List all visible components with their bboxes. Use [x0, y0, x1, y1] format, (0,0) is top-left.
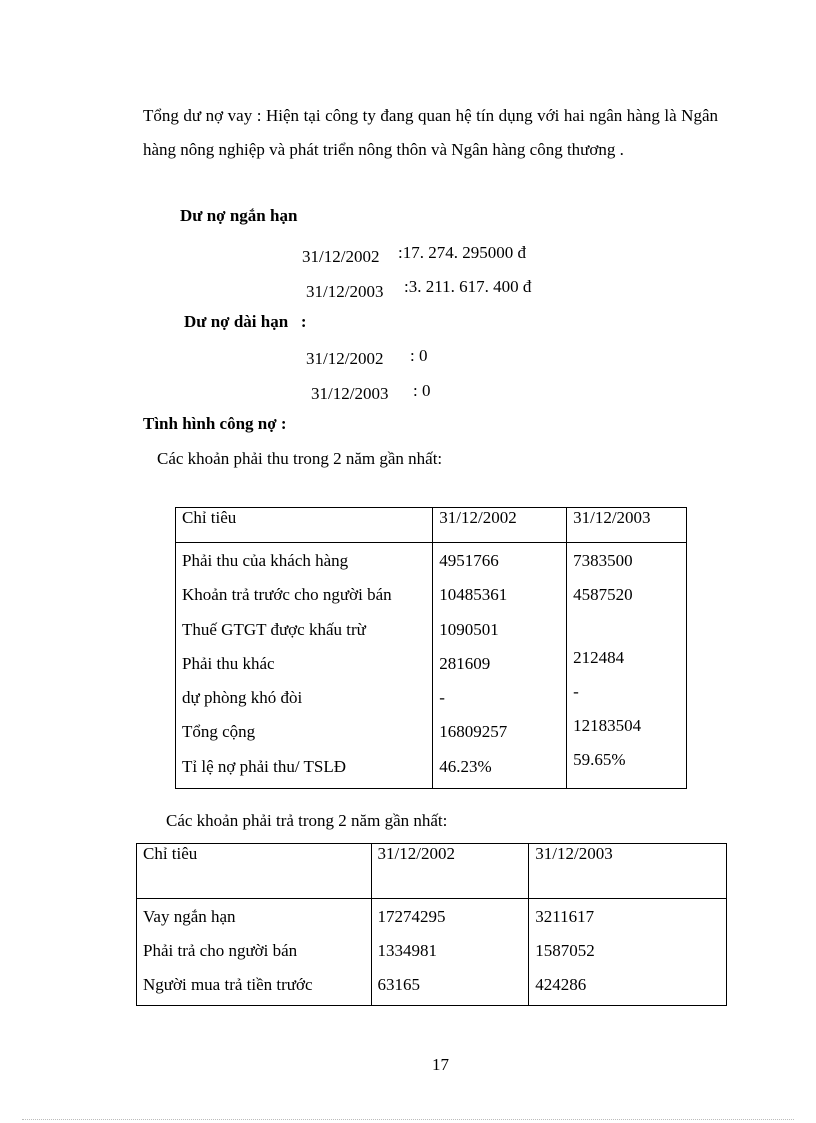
- receivables-body-row: [176, 543, 687, 789]
- payables-2002-values: [371, 899, 529, 1006]
- receivables-header-row: [176, 508, 687, 543]
- receivables-labels: [176, 543, 433, 789]
- receivable-value-2002: 10485361: [439, 585, 508, 605]
- debt-heading: Tình hình công nợ :: [143, 414, 287, 433]
- payables-header-row: [137, 844, 727, 899]
- payables-table: [136, 843, 727, 1006]
- receivable-value-2003: 59.65%: [573, 750, 626, 769]
- header-2003: 31/12/2003: [529, 844, 727, 899]
- payables-2003-values: [529, 899, 727, 1006]
- payables-labels: [137, 899, 372, 1006]
- receivable-value-2003: 212484: [573, 648, 625, 667]
- receivable-label: Khoản trả trước cho người bán: [182, 585, 392, 605]
- payable-label: Phải trả cho người bán: [143, 941, 298, 960]
- payable-value-2003: 1587052: [535, 941, 595, 960]
- receivable-value-2003: 4587520: [573, 585, 633, 604]
- receivable-label: Phải thu của khách hàng: [182, 551, 349, 570]
- receivable-value-2003: 12183504: [573, 716, 642, 735]
- receivable-value-2002: 4951766: [439, 551, 499, 570]
- short-term-date-2003: 31/12/2003: [306, 282, 384, 301]
- short-term-value-2003: :3. 211. 617. 400 đ: [404, 277, 532, 296]
- payables-body-row: [137, 899, 727, 1006]
- receivable-label: Phải thu khác: [182, 653, 275, 673]
- receivable-value-2003: -: [573, 682, 579, 701]
- receivables-table: [175, 507, 687, 789]
- header-indicator: Chỉ tiêu: [137, 844, 372, 899]
- receivables-caption: Các khoản phải thu trong 2 năm gần nhất:: [157, 449, 443, 468]
- header-2003: 31/12/2003: [567, 508, 687, 543]
- receivable-value-2002: -: [439, 688, 445, 708]
- payable-value-2003: 3211617: [535, 907, 595, 926]
- long-term-value-2002: : 0: [410, 346, 428, 365]
- page-bottom-divider: [22, 1119, 794, 1120]
- payable-value-2002: 1334981: [377, 941, 437, 960]
- receivable-value-2002: 46.23%: [439, 756, 492, 776]
- long-term-value-2003: : 0: [413, 381, 431, 400]
- receivables-2002-values: [433, 543, 567, 789]
- receivable-value-2003: 7383500: [573, 551, 633, 570]
- long-term-date-2003: 31/12/2003: [311, 384, 389, 403]
- receivables-2003-values: [567, 543, 687, 789]
- payable-value-2003: 424286: [535, 975, 587, 994]
- short-term-heading: Dư nợ ngắn hạn: [180, 206, 298, 225]
- receivable-label: Thuế GTGT được khấu trừ: [182, 619, 366, 639]
- long-term-heading: Dư nợ dài hạn :: [184, 312, 307, 331]
- header-indicator: Chỉ tiêu: [176, 508, 433, 543]
- receivable-value-2002: 281609: [439, 653, 491, 673]
- intro-paragraph: Tổng dư nợ vay : Hiện tại công ty đang quan hệ tín dụng với hai ngân hàng là Ngân hàng nông nghiệp và phát triển nông thôn và Ngân hàng công thương .: [143, 106, 718, 159]
- receivable-value-2003: [573, 612, 686, 641]
- long-term-date-2002: 31/12/2002: [306, 349, 384, 368]
- payables-caption: Các khoản phải trả trong 2 năm gần nhất:: [166, 811, 448, 830]
- payable-label: Vay ngắn hạn: [143, 907, 236, 926]
- payable-value-2002: 63165: [377, 975, 420, 994]
- short-term-date-2002: 31/12/2002: [302, 247, 380, 266]
- receivable-label: Tỉ lệ nợ phải thu/ TSLĐ: [182, 756, 347, 776]
- receivable-value-2002: 16809257: [439, 722, 508, 742]
- header-2002: 31/12/2002: [371, 844, 529, 899]
- receivable-label: Tổng cộng: [182, 722, 256, 742]
- page-number: 17: [432, 1055, 449, 1074]
- receivable-label: dự phòng khó đòi: [182, 688, 303, 708]
- header-2002: 31/12/2002: [433, 508, 567, 543]
- short-term-value-2002: :17. 274. 295000 đ: [398, 243, 526, 262]
- payable-label: Người mua trả tiền trước: [143, 975, 313, 994]
- receivable-value-2002: 1090501: [439, 619, 499, 639]
- payable-value-2002: 17274295: [377, 907, 446, 926]
